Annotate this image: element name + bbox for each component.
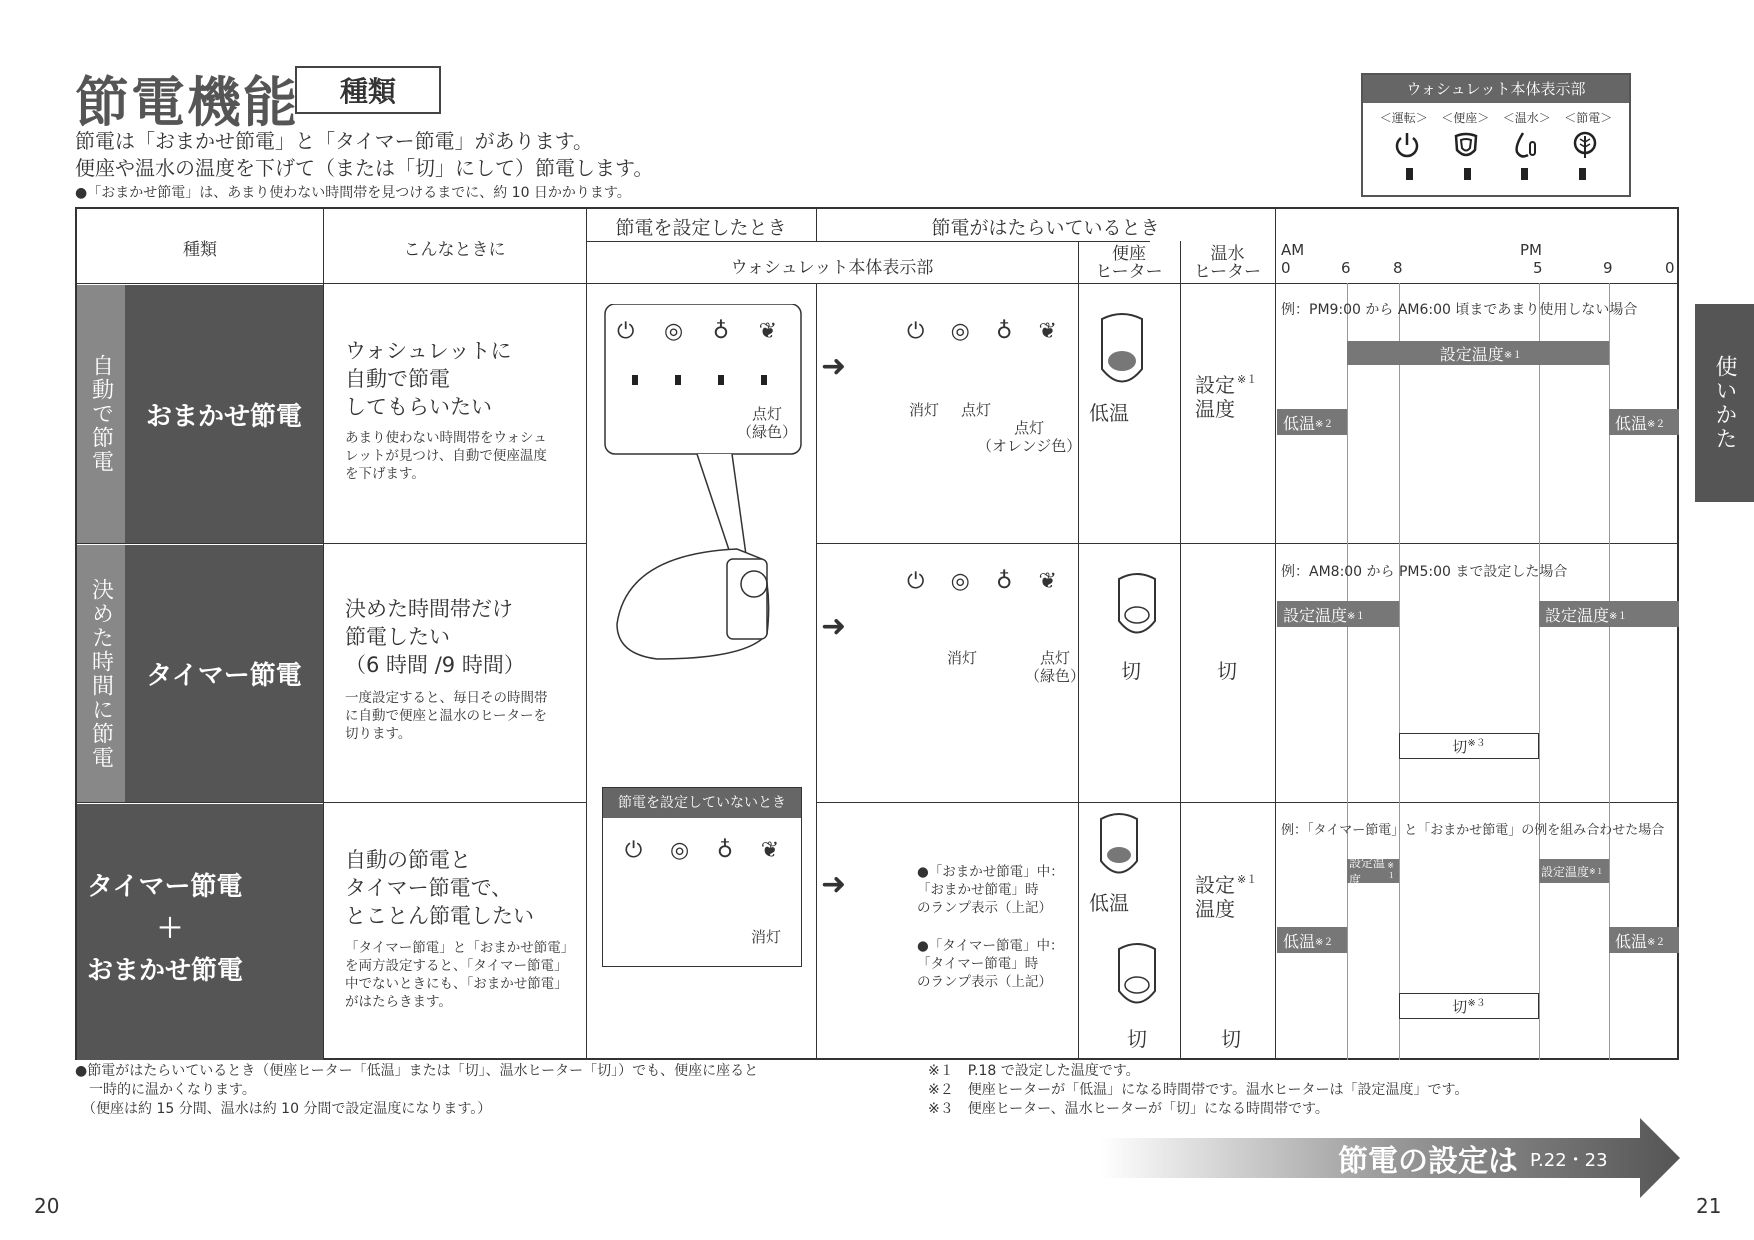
seat-low-icon (1087, 309, 1157, 399)
a2-leaf-icon: ❦ (1038, 569, 1057, 594)
timeline3-set-right: 設定温度 ※１ (1539, 859, 1609, 883)
col-header-water-heater: 温水 ヒーター (1193, 244, 1262, 282)
seat-off-icon-2 (1107, 939, 1167, 1019)
eco-mode-table (75, 207, 1679, 1060)
tick-5: 5 (1533, 259, 1543, 277)
timeline2-example: 例：AM8:00 から PM5:00 まで設定した場合 (1281, 564, 1568, 580)
time-pm: PM (1520, 241, 1542, 259)
footnote-right: ※１ P.18 で設定した温度です。 ※２ 便座ヒーターが「低温」になる時間帯です。温水ヒーターは「設定温度」です。 ※３ 便座ヒーター、温水ヒーターが「切」になる時間帯です。 (928, 1063, 1469, 1117)
type-omakase: おまかせ節電 (125, 285, 323, 543)
active1-orange: 点灯 （オレンジ色） (977, 419, 1082, 455)
when-main-3: 自動の節電と タイマー節電で、 とことん節電したい (345, 848, 534, 928)
set-seat-icon: ◎ (664, 319, 684, 344)
not-set-icons (603, 818, 801, 863)
col-header-active: 節電がはたらいているとき (931, 217, 1160, 239)
side-tab-usage[interactable]: 使いかた (1695, 304, 1754, 502)
intro-line-2: 便座や温水の温度を下げて（または「切」にして）節電します。 (75, 156, 654, 180)
a1-water-icon: ♁ (996, 319, 1013, 344)
row-line-2b (816, 802, 1679, 803)
arrow-row2: ➜ (821, 609, 847, 644)
timeline2-off: 切$^{※3}$ (1399, 733, 1539, 759)
a2-power-icon: ⏻ (907, 569, 925, 594)
ns-water-icon: ♁ (716, 838, 733, 863)
when-main-1: ウォシュレットに 自動で節電 してもらいたい (345, 339, 512, 419)
timeline1-example: 例：PM9:00 から AM6:00 頃まであまり使用しない場合 (1281, 302, 1638, 318)
col-header-seat-heater: 便座 ヒーター (1095, 244, 1163, 282)
timeline2-set-right: 設定温度 ※１ (1539, 601, 1679, 627)
seat-off-icon-1 (1107, 569, 1167, 649)
active1-on: 点灯 (961, 401, 992, 419)
lamp-power (1406, 168, 1413, 180)
not-set-off: 消灯 (751, 928, 782, 946)
timeline3-set-left: 設定温度 ※１ (1347, 859, 1399, 883)
active2-on: 点灯 （緑色） (1025, 649, 1086, 685)
label-eco: ＜節電＞ (1564, 111, 1613, 125)
a1-leaf-icon: ❦ (1038, 319, 1057, 344)
a2-seat-icon: ◎ (950, 569, 970, 594)
seat2-value: 切 (1121, 659, 1141, 683)
water3-bottom: 切 (1221, 1027, 1241, 1051)
tick-0-end: 0 (1665, 259, 1675, 277)
time-am: AM (1281, 241, 1305, 259)
ns-seat-icon: ◎ (669, 838, 690, 863)
a1-power-icon: ⏻ (907, 319, 925, 344)
water3-mark: ※１ (1237, 873, 1258, 886)
row-line-2a (77, 802, 586, 803)
water-drop-icon (1511, 130, 1541, 160)
footnote-left: ●節電がはたらいているとき（便座ヒーター「低温」または「切」、温水ヒーター「切」）でも、便座に座ると 一時的に温かくなります。 （便座は約 15 分間、温水は約 10 分間で設定温度になります。） (75, 1063, 759, 1117)
col-line-3-mid (816, 283, 817, 543)
seat-low-icon-2 (1089, 809, 1149, 889)
group-timer: 決めた時間に節電 (77, 545, 125, 802)
when-sub-2: 一度設定すると、毎日その時間帯 に自動で便座と温水のヒーターを 切ります。 (345, 690, 548, 742)
not-set-title: 節電を設定していないとき (603, 788, 801, 818)
timeline1-set: 設定温度 ※１ (1347, 341, 1609, 365)
water2-value: 切 (1217, 659, 1237, 683)
water1-mark: ※１ (1237, 373, 1258, 386)
tick-0: 0 (1281, 259, 1291, 277)
col-header-set: 節電を設定したとき (615, 217, 787, 239)
ns-power-icon: ⏻ (624, 838, 643, 863)
set-water-icon: ♁ (712, 319, 729, 344)
combined-line-2: おまかせ節電 (87, 956, 244, 986)
intro-line-1: 節電は「おまかせ節電」と「タイマー節電」があります。 (75, 129, 593, 153)
ns-leaf-icon: ❦ (760, 838, 780, 863)
timeline3-low-right: 低温 ※２ (1609, 927, 1679, 953)
arrow-row1: ➜ (821, 349, 847, 384)
col-line-5 (1180, 241, 1181, 1060)
tick-6: 6 (1341, 259, 1351, 277)
row-line-1a (77, 543, 586, 544)
seat-icon (1451, 130, 1481, 160)
set-lamp-1 (632, 375, 638, 385)
active2-icons (907, 569, 1057, 594)
col-line-2 (586, 209, 587, 1060)
active1-icons (907, 319, 1057, 344)
lamp-water (1521, 168, 1528, 180)
display-panel-title: ウォシュレット本体表示部 (1363, 75, 1629, 103)
timeline2-set-left: 設定温度 ※１ (1277, 601, 1399, 627)
seat3-top: 低温 (1089, 891, 1129, 915)
grid-8am (1399, 283, 1400, 1060)
lamp-seat (1464, 168, 1471, 180)
col-header-when: こんなときに (403, 240, 506, 260)
grid-6am (1347, 283, 1348, 1060)
col-header-type: 種類 (183, 240, 217, 260)
intro-note: ●「おまかせ節電」は、あまり使わない時間帯を見つけるまでに、約 10 日かかります。 (75, 185, 631, 201)
lamp-eco (1579, 168, 1586, 180)
link-page-ref[interactable]: P.22・23 (1530, 1150, 1608, 1171)
grid-5pm (1539, 283, 1540, 1060)
not-set-box (602, 787, 802, 967)
set-power-icon: ⏻ (617, 319, 635, 344)
water3-top: 設定 温度 (1195, 873, 1235, 921)
combined-plus: ＋ (157, 914, 184, 944)
type-combined (77, 804, 323, 1060)
tick-9: 9 (1603, 259, 1613, 277)
set-lamp-2 (675, 375, 681, 385)
timeline3-example: 例：「タイマー節電」と「おまかせ節電」の例を組み合わせた場合 (1281, 823, 1665, 838)
set-illustration (597, 304, 807, 704)
seat3-bottom: 切 (1127, 1027, 1147, 1051)
set-lamp-4 (761, 375, 767, 385)
active1-off: 消灯 (909, 401, 940, 419)
row-line-1b (816, 543, 1679, 544)
timeline1-low-left: 低温 ※２ (1277, 409, 1347, 435)
header-bottom-line (77, 283, 1679, 284)
timeline3-low-left: 低温 ※２ (1277, 927, 1347, 953)
timeline3-off: 切$^{※3}$ (1399, 993, 1539, 1019)
row3-note2: ●「タイマー節電」中： 「タイマー節電」時 のランプ表示（上記） (917, 938, 1064, 990)
group-auto: 自動で節電 (77, 285, 125, 543)
when-main-2: 決めた時間帯だけ 節電したい （6 時間 /9 時間） (345, 597, 525, 677)
active2-off: 消灯 (947, 649, 978, 667)
seat1-value: 低温 (1089, 401, 1129, 425)
page-number-left: 20 (34, 1194, 60, 1218)
display-panel-legend (1361, 73, 1631, 197)
a2-water-icon: ♁ (996, 569, 1013, 594)
page-number-right: 21 (1696, 1194, 1722, 1218)
when-sub-1: あまり使わない時間帯をウォシュ レットが見つけ、自動で便座温度 を下げます。 (345, 430, 547, 482)
col-header-display: ウォシュレット本体表示部 (730, 258, 934, 278)
label-seat: ＜便座＞ (1441, 111, 1490, 125)
header-mid-line (586, 241, 1150, 242)
arrow-row3: ➜ (821, 867, 847, 902)
type-timer: タイマー節電 (125, 545, 323, 802)
set-lamp-3 (718, 375, 724, 385)
page-title: 節電機能 (75, 71, 299, 134)
row3-note1: ●「おまかせ節電」中： 「おまかせ節電」時 のランプ表示（上記） (917, 864, 1064, 916)
a1-seat-icon: ◎ (950, 319, 970, 344)
tick-8: 8 (1393, 259, 1403, 277)
label-water: ＜温水＞ (1502, 111, 1551, 125)
combined-line-1: タイマー節電 (87, 872, 243, 902)
when-sub-3: 「タイマー節電」と「おまかせ節電」 を両方設定すると、「タイマー節電」 中でないときにも、「おまかせ節電」 がはたらきます。 (345, 940, 575, 1010)
set-light-green: 点灯 （緑色） (737, 405, 798, 441)
leaf-icon (1570, 130, 1600, 160)
link-label[interactable]: 節電の設定は (1338, 1144, 1518, 1179)
power-icon (1392, 130, 1422, 160)
set-leaf-icon: ❦ (758, 319, 777, 344)
title-tag: 種類 (295, 66, 441, 114)
col-line-6 (1275, 209, 1276, 1060)
timeline1-low-right: 低温 ※２ (1609, 409, 1679, 435)
set-icons (617, 319, 777, 344)
intro-text (75, 128, 653, 182)
label-power: ＜運転＞ (1379, 111, 1428, 125)
water1-value: 設定 温度 (1195, 373, 1235, 421)
col-line-1 (323, 209, 324, 1060)
